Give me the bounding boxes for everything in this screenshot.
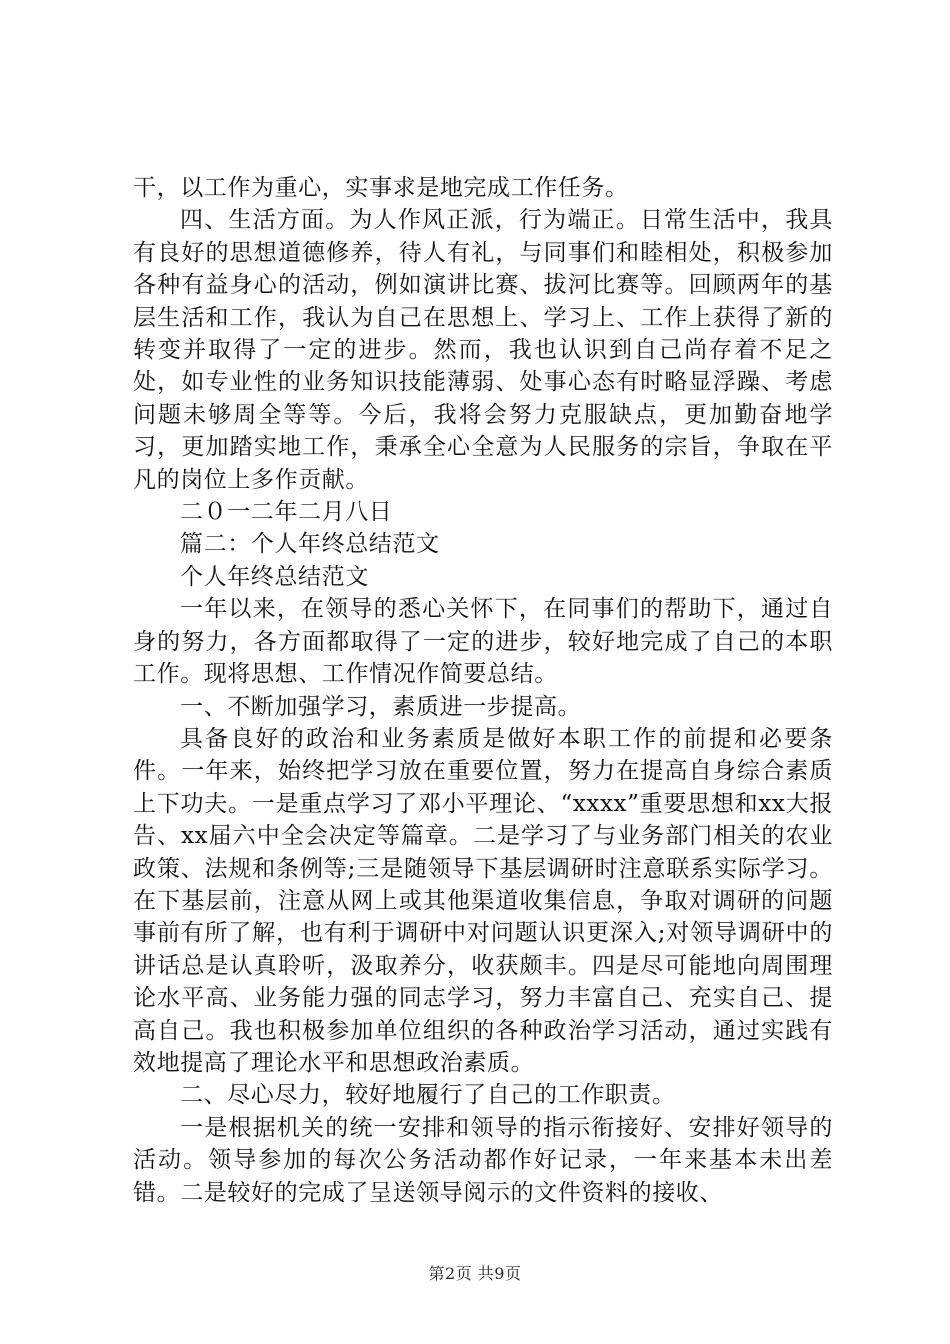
paragraph: 一是根据机关的统一安排和领导的指示衔接好、安排好领导的活动。领导参加的每次公务活动都作好记录，一年来基本未出差错。二是较好的完成了呈送领导阅示的文件资料的接收、	[133, 1114, 833, 1206]
paragraph: 干，以工作为重心，实事求是地完成工作任务。	[133, 175, 629, 201]
section-heading: 篇二：个人年终总结范文	[180, 531, 440, 558]
document-title: 个人年终总结范文	[180, 563, 369, 590]
date-line: 二０一二年二月八日	[180, 499, 393, 526]
paragraph: 具备良好的政治和业务素质是做好本职工作的前提和必要条件。一年来，始终把学习放在重要位置，努力在提高自身综合素质上下功夫。一是重点学习了邓小平理论、“xxxx”重要思想和xx大报告、xx届六中全会决定等篇章。二是学习了与业务部门相关的农业政策、法规和条例等;三是随领导下基层调研时注意联系实际学习。在下基层前，注意从网上或其他渠道收集信息，争取对调研的问题事前有所了解，也有利于调研中对问题认识更深入;对领导调研中的讲话总是认真聆听，汲取养分，收获颇丰。四是尽可能地向周围理论水平高、业务能力强的同志学习，努力丰富自己、充实自己、提高自己。我也积极参加单位组织的各种政治学习活动，通过实践有效地提高了理论水平和思想政治素质。	[133, 725, 833, 1076]
section-heading: 二、尽心尽力，较好地履行了自己的工作职责。	[180, 1082, 676, 1109]
paragraph: 一年以来，在领导的悉心关怀下，在同事们的帮助下，通过自身的努力，各方面都取得了一定的进步，较好地完成了自己的本职工作。现将思想、工作情况作简要总结。	[133, 596, 833, 688]
document-body	[133, 172, 833, 1209]
paragraph: 四、生活方面。为人作风正派，行为端正。日常生活中，我具有良好的思想道德修养，待人有礼，与同事们和睦相处，积极参加各种有益身心的活动，例如演讲比赛、拔河比赛等。回顾两年的基层生活和工作，我认为自己在思想上、学习上、工作上获得了新的转变并取得了一定的进步。然而，我也认识到自己尚存着不足之处，如专业性的业务知识技能薄弱、处事心态有时略显浮躁、考虑问题未够周全等等。今后，我将会努力克服缺点，更加勤奋地学习，更加踏实地工作，秉承全心全意为人民服务的宗旨，争取在平凡的岗位上多作贡献。	[133, 207, 833, 493]
page-number-footer: 第2页 共9页	[428, 1264, 522, 1283]
section-heading: 一、不断加强学习，素质进一步提高。	[180, 693, 582, 720]
